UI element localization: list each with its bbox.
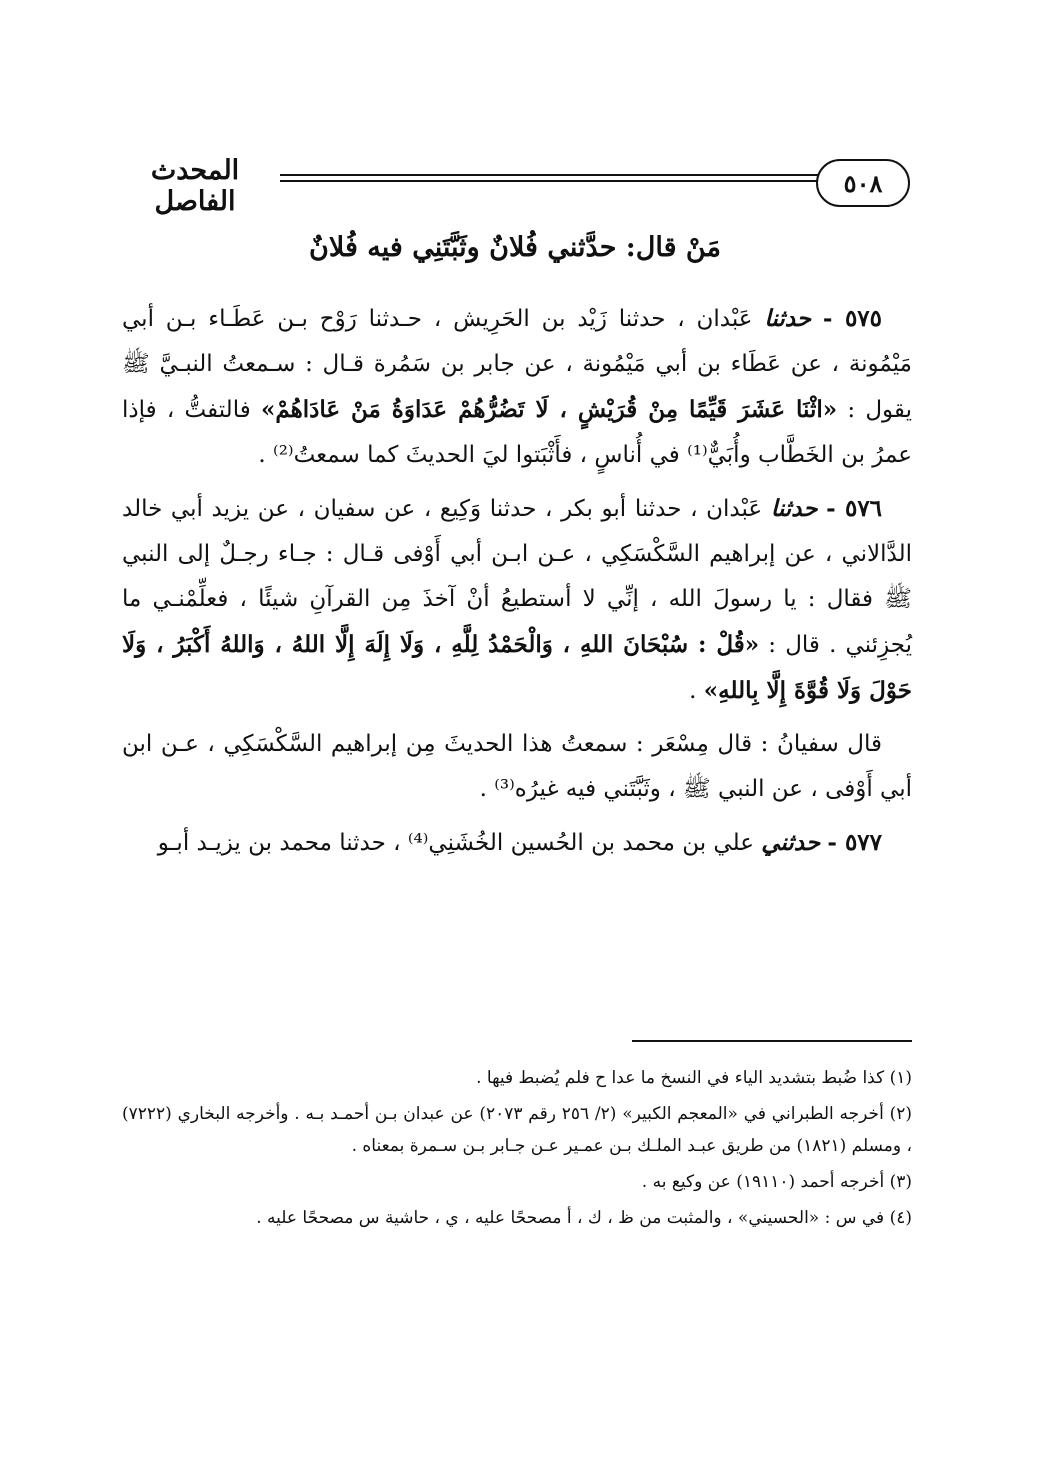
header-rule-top bbox=[280, 174, 818, 176]
footnote: (٢) أخرجه الطبراني في «المعجم الكبير» (٢/ ٢٥٦ رقم ٢٠٧٣) عن عبدان بـن أحمـد بـه . وأخرجه البخاري (٧٢٢٢) ، ومسلم (١٨٢١) من طريق عبـد الملـك بـن عمـير عـن جـابر بـن سـمرة بمعناه . bbox=[122, 1104, 912, 1156]
hadith-text: علي بن محمد بن الحُسين الخُشَنِي⁽⁴⁾ ، حدثنا محمد بن يزيـد أبـو bbox=[157, 830, 754, 856]
hadith-577 bbox=[122, 820, 912, 866]
header-rule-bottom bbox=[280, 180, 818, 182]
note-text: قال سفيانُ : قال مِسْعَر : سمعتُ هذا الحديثَ مِن إبراهيم السَّكْسَكِي ، عـن ابن أبي أَوْفى ، عن النبي ﷺ ، وثَبَّتَني فيه غيرُه⁽³⁾ . bbox=[122, 731, 912, 802]
hadith-576 bbox=[122, 486, 912, 714]
narration-verb: حدثني bbox=[761, 829, 821, 856]
hadith-575 bbox=[122, 296, 912, 478]
prophetic-quote: «اثْنَا عَشَرَ قَيِّمًا مِنْ قُرَيْشٍ ، لَا تَضُرُّهُمْ عَدَاوَةُ مَنْ عَادَاهُمْ» bbox=[260, 396, 838, 423]
narration-verb: حدثنا bbox=[770, 495, 818, 522]
book-title: المحدث الفاصل bbox=[150, 155, 240, 217]
hadith-number: ٥٧٥ - bbox=[822, 305, 882, 332]
footnote: (٣) أخرجه أحمد (١٩١١٠) عن وكيع به . bbox=[641, 1172, 912, 1192]
page-number: ٥٠٨ bbox=[816, 159, 910, 207]
footnote: (١) كذا ضُبط بتشديد الياء في النسخ ما عدا ح فلم يُضبط فيها . bbox=[476, 1068, 912, 1088]
hadith-text: عَبْدان ، حدثنا أبو بكر ، حدثنا وَكِيع ، عن سفيان ، عن يزيد أبي خالد الدَّالاني ، عن إبراهيم السَّكْسَكِي ، عـن ابـن أبي أَوْفى قـال : جـاء رجـلٌ إلى النبي ﷺ فقال : يا رسولَ الله ، إنِّي لا أستطيعُ أنْ آخذَ مِن القرآنِ شيئًا ، فعلِّمْنـي ما يُجزِئني . قال : bbox=[122, 496, 913, 658]
prophetic-quote: «قُلْ : سُبْحَانَ اللهِ ، وَالْحَمْدُ لِلَّهِ ، وَلَا إِلَهَ إِلَّا اللهُ ، وَاللهُ أَكْبَرُ ، وَلَا حَوْلَ وَلَا قُوَّةَ إِلَّا بِاللهِ» bbox=[122, 631, 912, 704]
hadith-number: ٥٧٦ - bbox=[826, 495, 883, 522]
sufyan-note bbox=[122, 722, 912, 812]
footnote-separator bbox=[632, 1040, 912, 1042]
hadith-number: ٥٧٧ - bbox=[827, 829, 882, 856]
footnotes bbox=[122, 1062, 912, 1238]
chapter-title: مَنْ قال: حدَّثني فُلانٌ وثَبَّتَنِي فيه فُلانٌ bbox=[309, 232, 721, 263]
hadith-text-end: فالتفتُّ ، فإذا عمرُ بن الخَطَّاب وأُبَيٌّ⁽¹⁾ في أُناسٍ ، فأَثْبَتوا ليَ الحديثَ كما سمعتُ⁽²⁾ . bbox=[122, 397, 912, 468]
main-text bbox=[122, 296, 912, 874]
hadith-text-end: . bbox=[689, 678, 697, 704]
page-header bbox=[120, 143, 910, 217]
narration-verb: حدثنا bbox=[764, 305, 812, 332]
footnote: (٤) في س : «الحسيني» ، والمثبت من ظ ، ك ، أ مصححًا عليه ، ي ، حاشية س مصححًا عليه . bbox=[256, 1208, 912, 1228]
hadith-text: عَبْدان ، حدثنا زَيْد بن الحَرِيش ، حـدثنا رَوْح بـن عَطَـاء بـن أبي مَيْمُونة ، عن عَطَاء بن أبي مَيْمُونة ، عن جابر بن سَمُرة قـال : سـمعتُ النبـيَّ ﷺ يقول : bbox=[122, 306, 912, 423]
